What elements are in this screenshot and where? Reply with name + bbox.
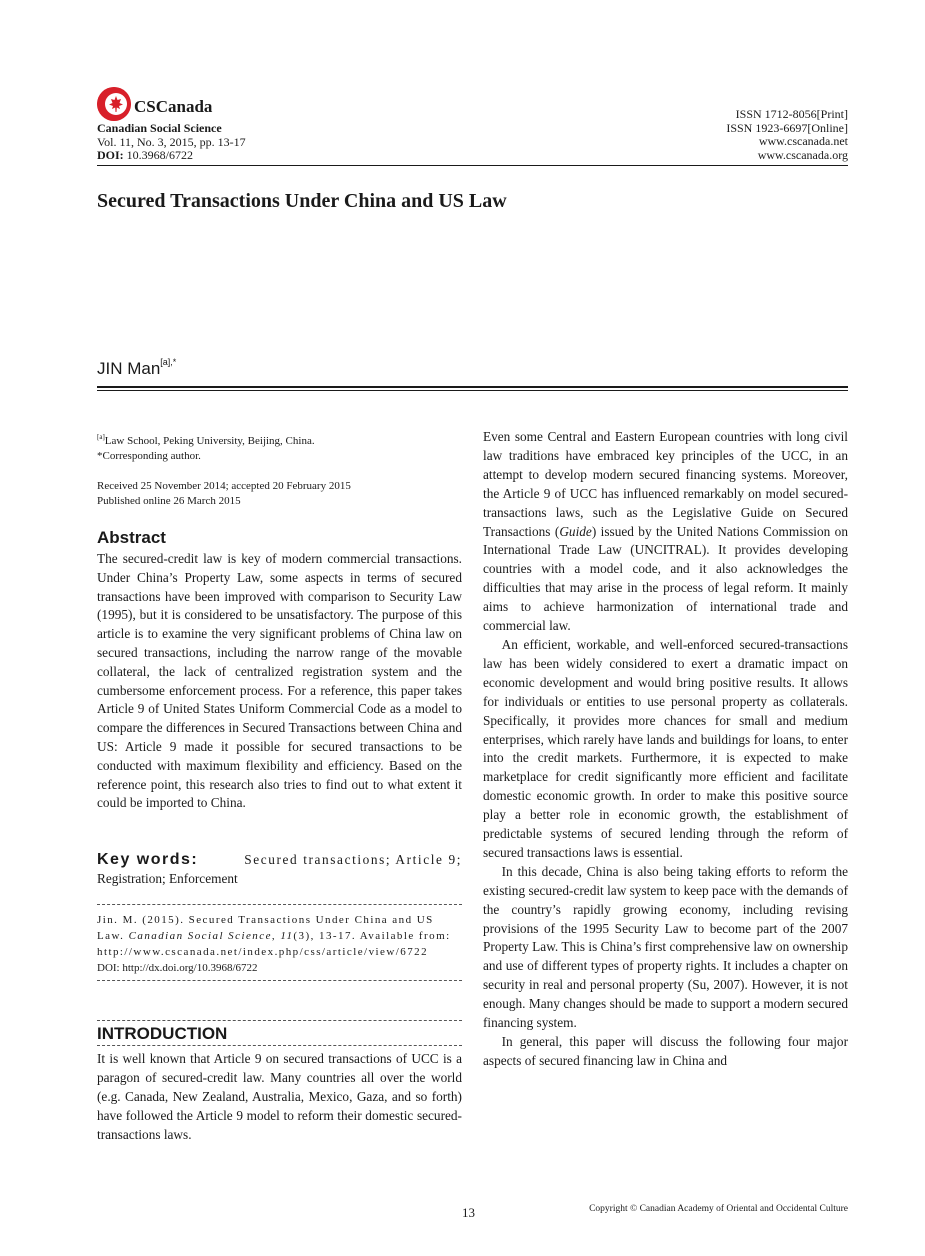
paragraph-1: Even some Central and Eastern European countries with long civil law traditions have embraced key principles of the UCC, in an attempt to develop modern secured financing systems. Moreover, the Article 9 of UCC has influenced remarkably on model secured-transactions laws, such as the Legislative Guide on Secured Transactions (Guide) issued by the United Nations Commission on International Trade Law (UNCITRAL). It provides developing countries with a model code, and it also acknowledges the difficulties that may arise in the process of legal reform. It mainly aims to achieve harmonization of international trade and commercial law. (483, 429, 848, 634)
citation-volume: 11 (280, 930, 294, 942)
author-divider-thick (97, 386, 848, 388)
site-link-net[interactable]: www.cscanada.net (758, 134, 848, 148)
author-line (97, 357, 176, 379)
citation-url[interactable]: http://www.cscanada.net/index.php/css/article/view/6722 (97, 946, 429, 958)
corresponding-note: *Corresponding author. (97, 450, 201, 462)
citation-line-2: Law. Canadian Social Science, 11(3), 13-17. Available from: (97, 930, 451, 942)
author-sup: [a],* (160, 357, 177, 367)
affiliation-sup: [a] (97, 433, 105, 441)
doi-line (97, 149, 246, 163)
page-number: 13 (462, 1205, 475, 1220)
paragraph-3: In this decade, China is also being taking efforts to reform the existing secured-credit law system to keep pace with the demands of the country’s rapidly growing economy, including revising provisions of the 1995 Security Law to become part of the 2007 Property Law. This is China’s first comprehensive law on ownership and use of different types of property rights. It includes a chapter on security in real and personal property (Su, 2007). However, it is not enough. Many changes should be made to support a modern secured financing system. (483, 863, 848, 1031)
doi-value[interactable]: 10.3968/6722 (126, 148, 194, 162)
author-name: JIN Man (97, 359, 161, 378)
issn-print: ISSN 1712-8056[Print] (735, 107, 848, 121)
citation-divider-bottom (97, 980, 462, 981)
issn-info (726, 108, 848, 162)
article-meta (97, 430, 462, 509)
maple-leaf-icon (97, 87, 131, 121)
abstract-text: The secured-credit law is key of modern commercial transactions. Under China’s Property Law, some aspects in terms of secured transactions have been improved with comparison to Security Law (1995), but it is considered to be unsatisfactory. The purpose of this article is to examine the very significant problems of China law on secured transactions, including the narrow range of the movable collateral, the lack of centralized registration system and the cumbersome enforcement process. For a reference, this paper takes Article 9 of United States Uniform Commercial Code as a model to compare the differences in Secured Transactions between China and US: Article 9 made it possible for secured transactions to be conducted with maximum flexibility and efficiency. Based on the reference point, this research also tries to find out to what extent it could be imported to China. (97, 551, 462, 811)
published-date: Published online 26 March 2015 (97, 495, 241, 507)
intro-divider-top (97, 1020, 462, 1021)
citation-divider-top (97, 904, 462, 905)
site-link-org[interactable]: www.cscanada.org (757, 147, 848, 162)
journal-header (97, 84, 848, 164)
article-title: Secured Transactions Under China and US Law (97, 190, 507, 212)
keywords-label: Key words: (97, 851, 199, 868)
affiliation-text: Law School, Peking University, Beijing, China. (104, 435, 315, 447)
citation-journal: Canadian Social Science (128, 930, 272, 942)
volume-line: Vol. 11, No. 3, 2015, pp. 13-17 (97, 134, 246, 149)
citation-block (97, 912, 462, 976)
keywords (97, 850, 462, 888)
keywords-text-1: Secured transactions; Article 9; (244, 852, 462, 867)
introduction-heading: INTRODUCTION (97, 1024, 228, 1043)
guide-italic: Guide (559, 523, 592, 539)
affiliation (97, 430, 462, 464)
article-dates (97, 479, 462, 509)
header-divider (97, 165, 848, 166)
right-column-body (483, 428, 848, 1071)
journal-name: Canadian Social Science (97, 121, 222, 135)
publisher-logo (97, 84, 212, 124)
received-date: Received 25 November 2014; accepted 20 February 2015 (97, 480, 351, 492)
author-divider-thin (97, 390, 848, 391)
paragraph-2: An efficient, workable, and well-enforced secured-transactions law has been widely considered to exert a dramatic impact on economic development and would bring positive results. It allows for individuals or entities to use personal property as collaterals. Specifically, it provides more chances for small and medium enterprises, which rarely have lands and buildings for loans, to enter into the credit markets. Furthermore, it is expected to make marketplace for credit significantly more efficient and facilitate domestic economic growth. In order to make this positive source play a better role in economic growth, the establishment of predictable systems of secured lending through the reform of secured transactions laws is essential. (483, 636, 848, 860)
issn-online: ISSN 1923-6697[Online] (726, 120, 848, 135)
copyright-notice: Copyright © Canadian Academy of Oriental and Occidental Culture (589, 1204, 848, 1214)
doi-label: DOI: (97, 148, 124, 162)
keywords-text-2: Registration; Enforcement (97, 871, 238, 886)
paragraph-4: In general, this paper will discuss the following four major aspects of secured financing law in China and (483, 1034, 848, 1068)
logo-text: CSCanada (134, 97, 213, 116)
abstract-heading: Abstract (97, 528, 166, 547)
citation-line-1: Jin. M. (2015). Secured Transactions Under China and US (97, 914, 434, 926)
citation-doi[interactable]: DOI: http://dx.doi.org/10.3968/6722 (97, 962, 258, 974)
journal-info (97, 122, 246, 163)
introduction-text: It is well known that Article 9 on secured transactions of UCC is a paragon of secured-credit law. Many countries all over the world (e.g. Canada, New Zealand, Australia, Mexico, Gaza, and so forth) have followed the Article 9 model to reform their domestic secured-transactions laws. (97, 1051, 462, 1142)
intro-divider-bottom (97, 1045, 462, 1046)
